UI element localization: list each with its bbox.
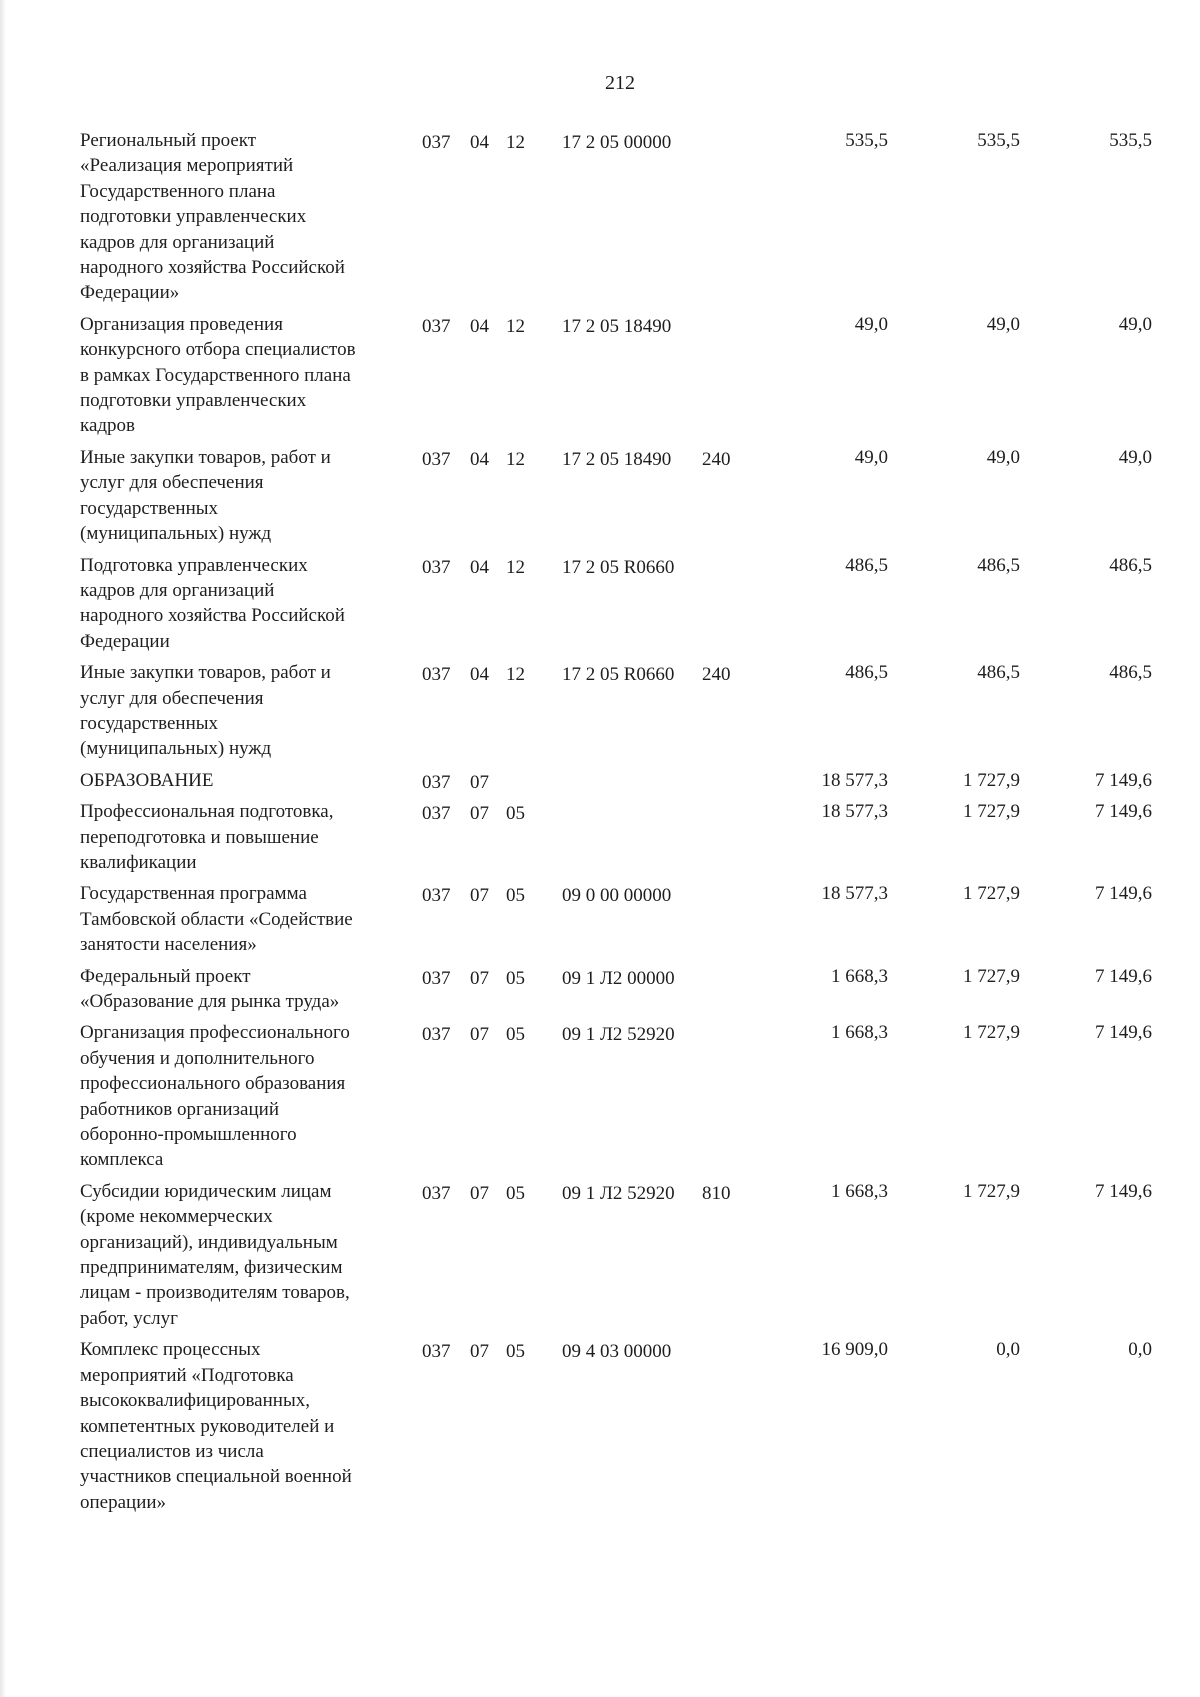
amount-year-1: 16 909,0 [821,1339,888,1361]
expense-type-code: 240 [702,664,731,686]
table-row [0,553,1200,661]
expense-type-code: 240 [702,448,731,470]
table-row [0,768,1200,799]
section-code: 04 [470,315,489,337]
amount-year-1: 1 668,3 [831,965,888,987]
subsection-code: 12 [506,556,525,578]
subsection-code: 05 [506,885,525,907]
amount-year-3: 7 149,6 [1095,883,1152,905]
section-code: 04 [470,664,489,686]
amount-year-2: 0,0 [996,1339,1020,1361]
expense-type-code: 810 [702,1182,731,1204]
amount-year-1: 18 577,3 [821,801,888,823]
amount-year-3: 49,0 [1118,446,1152,468]
amount-year-1: 18 577,3 [821,883,888,905]
amount-year-2: 486,5 [977,662,1020,684]
amount-year-2: 49,0 [986,313,1020,335]
amount-year-2: 1 727,9 [963,801,1020,823]
row-name: Профессиональная подготовка, переподготовка и повышение квалификации [80,801,334,873]
row-name: Подготовка управленческих кадров для организаций народного хозяйства Российской Федерации [80,554,345,652]
target-article-code: 17 2 05 18490 [562,448,672,470]
ministry-code: 037 [422,556,451,578]
target-article-code: 09 0 00 00000 [562,885,672,907]
amount-year-2: 49,0 [986,446,1020,468]
amount-year-1: 535,5 [845,130,888,151]
amount-year-3: 486,5 [1109,554,1152,576]
row-name: Организация проведения конкурсного отбора специалистов в рамках Государственного плана подготовки управленческих кадров [80,313,356,437]
table-row [0,312,1200,445]
amount-year-3: 7 149,6 [1095,769,1152,791]
table-row [0,1020,1200,1178]
amount-year-3: 7 149,6 [1095,1022,1152,1044]
section-code: 04 [470,448,489,470]
amount-year-1: 1 668,3 [831,1022,888,1044]
ministry-code: 037 [422,664,451,686]
table-row [0,1337,1200,1521]
page-number: 212 [605,72,635,94]
amount-year-2: 535,5 [977,130,1020,151]
target-article-code: 09 1 Л2 52920 [562,1024,675,1046]
ministry-code: 037 [422,132,451,153]
section-code: 07 [470,967,489,989]
ministry-code: 037 [422,803,451,825]
row-name: Иные закупки товаров, работ и услуг для обеспечения государственных (муниципальных) нужд [80,662,331,760]
section-code: 04 [470,132,489,153]
target-article-code: 17 2 05 R0660 [562,556,675,578]
amount-year-1: 49,0 [854,313,888,335]
table-row [0,660,1200,768]
row-name: Комплекс процессных мероприятий «Подготовка высококвалифицированных, компетентных руководителей и специалистов из числа участников специальной военной операции» [80,1339,352,1513]
subsection-code: 05 [506,1182,525,1204]
target-article-code: 17 2 05 18490 [562,315,672,337]
row-name: Субсидии юридическим лицам (кроме некоммерческих организаций), индивидуальным предпринимателям, физическим лицам - производителям товаров, работ, услуг [80,1180,350,1329]
ministry-code: 037 [422,885,451,907]
target-article-code: 09 1 Л2 00000 [562,967,675,989]
section-code: 07 [470,1341,489,1363]
ministry-code: 037 [422,1341,451,1363]
ministry-code: 037 [422,315,451,337]
amount-year-2: 486,5 [977,554,1020,576]
amount-year-1: 49,0 [854,446,888,468]
target-article-code: 17 2 05 00000 [562,132,672,153]
subsection-code: 05 [506,1024,525,1046]
ministry-code: 037 [422,448,451,470]
amount-year-2: 1 727,9 [963,1022,1020,1044]
amount-year-3: 7 149,6 [1095,1180,1152,1202]
table-row [0,799,1200,881]
budget-table [0,128,1200,1521]
amount-year-3: 7 149,6 [1095,801,1152,823]
amount-year-3: 486,5 [1109,662,1152,684]
section-code: 07 [470,1182,489,1204]
section-code: 04 [470,556,489,578]
amount-year-2: 1 727,9 [963,883,1020,905]
amount-year-3: 0,0 [1128,1339,1152,1361]
amount-year-1: 486,5 [845,554,888,576]
table-row [0,881,1200,963]
row-name: Федеральный проект «Образование для рынка труда» [80,965,340,1012]
section-code: 07 [470,771,489,793]
row-name: ОБРАЗОВАНИЕ [80,769,214,791]
amount-year-3: 49,0 [1118,313,1152,335]
amount-year-3: 7 149,6 [1095,965,1152,987]
table-row [0,1179,1200,1337]
subsection-code: 12 [506,132,525,153]
amount-year-1: 1 668,3 [831,1180,888,1202]
subsection-code: 12 [506,315,525,337]
target-article-code: 09 1 Л2 52920 [562,1182,675,1204]
row-name: Организация профессионального обучения и дополнительного профессионального образования работников организаций оборонно-промышленного комплекса [80,1022,350,1171]
section-code: 07 [470,803,489,825]
subsection-code: 12 [506,664,525,686]
ministry-code: 037 [422,1024,451,1046]
subsection-code: 05 [506,803,525,825]
table-row [0,128,1200,312]
subsection-code: 05 [506,1341,525,1363]
row-name: Государственная программа Тамбовской области «Содействие занятости населения» [80,883,353,956]
amount-year-3: 535,5 [1109,130,1152,151]
amount-year-1: 486,5 [845,662,888,684]
ministry-code: 037 [422,771,451,793]
section-code: 07 [470,1024,489,1046]
ministry-code: 037 [422,1182,451,1204]
row-name: Региональный проект «Реализация мероприятий Государственного плана подготовки управленческих кадров для организаций народного хозяйства Российской Федерации» [80,130,345,304]
row-name: Иные закупки товаров, работ и услуг для обеспечения государственных (муниципальных) нужд [80,446,331,545]
amount-year-2: 1 727,9 [963,769,1020,791]
target-article-code: 17 2 05 R0660 [562,664,675,686]
table-row [0,964,1200,1021]
amount-year-1: 18 577,3 [821,769,888,791]
subsection-code: 12 [506,448,525,470]
section-code: 07 [470,885,489,907]
ministry-code: 037 [422,967,451,989]
amount-year-2: 1 727,9 [963,1180,1020,1202]
target-article-code: 09 4 03 00000 [562,1341,672,1363]
subsection-code: 05 [506,967,525,989]
table-row [0,445,1200,553]
amount-year-2: 1 727,9 [963,965,1020,987]
